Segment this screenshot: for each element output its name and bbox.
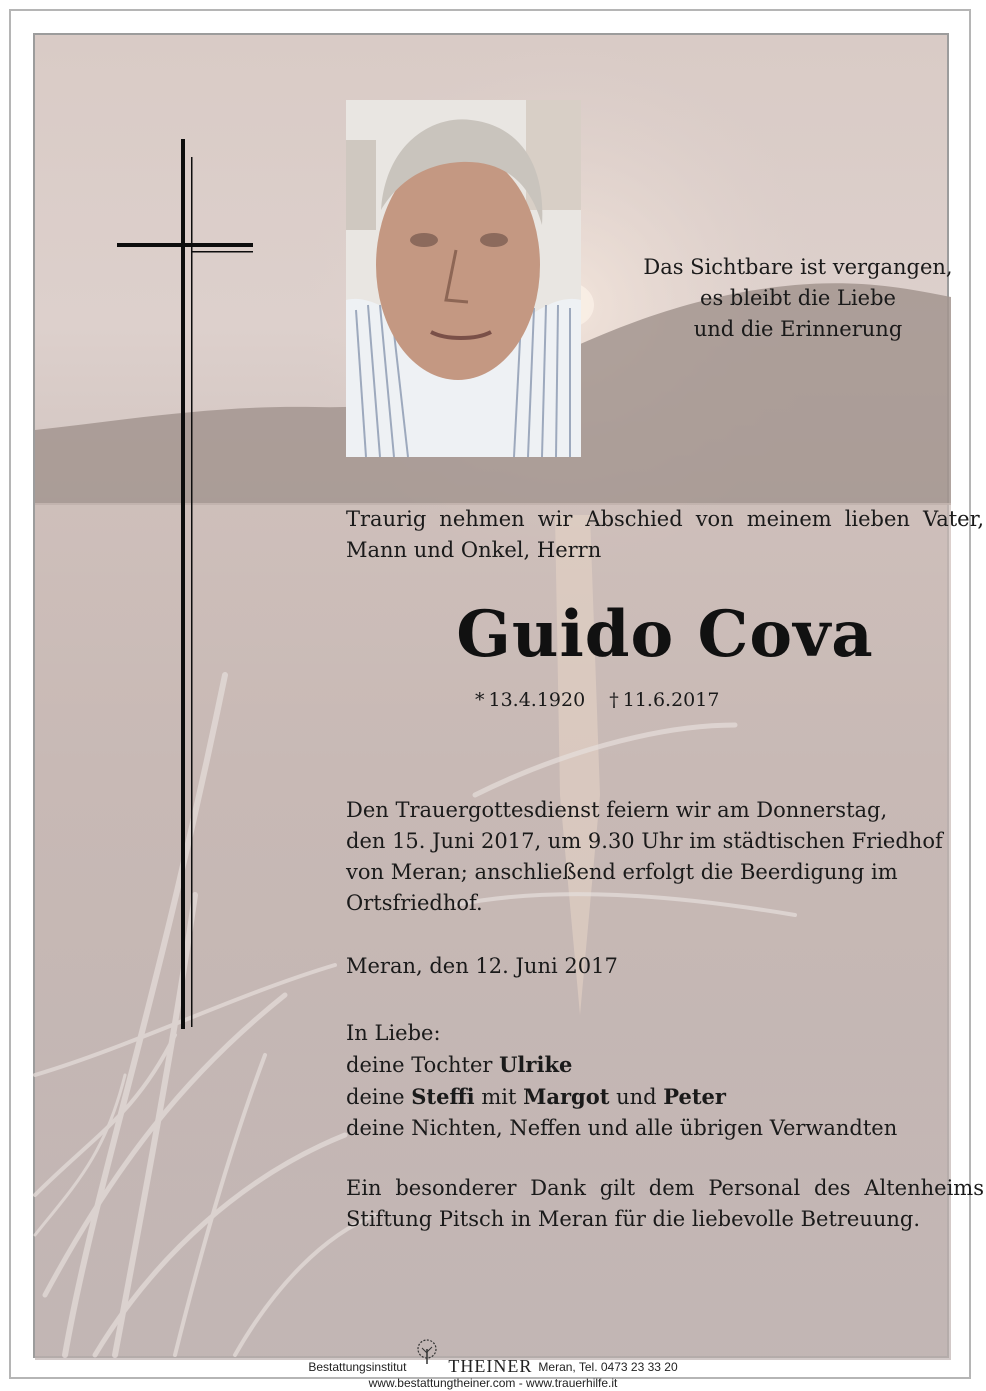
place-date: Meran, den 12. Juni 2017	[346, 954, 618, 978]
life-dates	[475, 685, 875, 716]
mourner-name: Peter	[663, 1084, 726, 1109]
motto-line: und die Erinnerung	[693, 317, 903, 341]
mourner-line: deine Tochter Ulrike	[346, 1052, 573, 1077]
farewell-intro: Traurig nehmen wir Abschied von meinem lieben Vater, Mann und Onkel, Herrn	[346, 507, 984, 562]
birth-date: * 13.4.1920	[475, 689, 586, 711]
footer-websites[interactable]: www.bestattungtheiner.com - www.trauerhilfe.it	[368, 1376, 618, 1390]
obituary-card	[33, 33, 984, 1390]
mourner-name: Steffi	[411, 1084, 475, 1109]
service-line: den 15. Juni 2017, um 9.30 Uhr im städtischen Friedhof	[346, 829, 943, 853]
portrait-photo	[346, 100, 581, 457]
mourner-name: Ulrike	[499, 1052, 573, 1077]
tree-logo-icon	[412, 1339, 442, 1369]
funeral-service-text	[346, 795, 943, 919]
mourner-line: deine Nichten, Neffen und alle übrigen Verwandten	[346, 1116, 898, 1140]
memorial-motto	[623, 252, 973, 345]
thanks-text: Ein besonderer Dank gilt dem Personal des Altenheims Stiftung Pitsch in Meran für die liebevolle Betreuung.	[346, 1176, 984, 1231]
motto-line: Das Sichtbare ist vergangen,	[643, 255, 953, 279]
motto-line: es bleibt die Liebe	[700, 286, 896, 310]
service-line: von Meran; anschließend erfolgt die Beerdigung im	[346, 860, 898, 884]
mourners-heading: In Liebe:	[346, 1021, 441, 1045]
service-line: Den Trauergottesdienst feiern wir am Donnerstag,	[346, 798, 888, 822]
mourners-list	[346, 1018, 986, 1144]
footer-contact: Meran, Tel. 0473 23 33 20	[538, 1360, 678, 1374]
deceased-name: Guido Cova	[456, 597, 874, 672]
service-line: Ortsfriedhof.	[346, 891, 483, 915]
cross-icon	[117, 139, 257, 1034]
death-date: † 11.6.2017	[609, 689, 720, 711]
funeral-home-footer	[35, 1345, 951, 1391]
footer-brand-row	[35, 1345, 951, 1375]
footer-brand: THEINER	[448, 1356, 533, 1376]
death-symbol: †	[609, 689, 619, 711]
mourner-name: Margot	[523, 1084, 610, 1109]
birth-symbol: *	[475, 689, 485, 711]
mourner-line: deine Steffi mit Margot und Peter	[346, 1084, 726, 1109]
footer-institute: Bestattungsinstitut	[308, 1360, 407, 1374]
